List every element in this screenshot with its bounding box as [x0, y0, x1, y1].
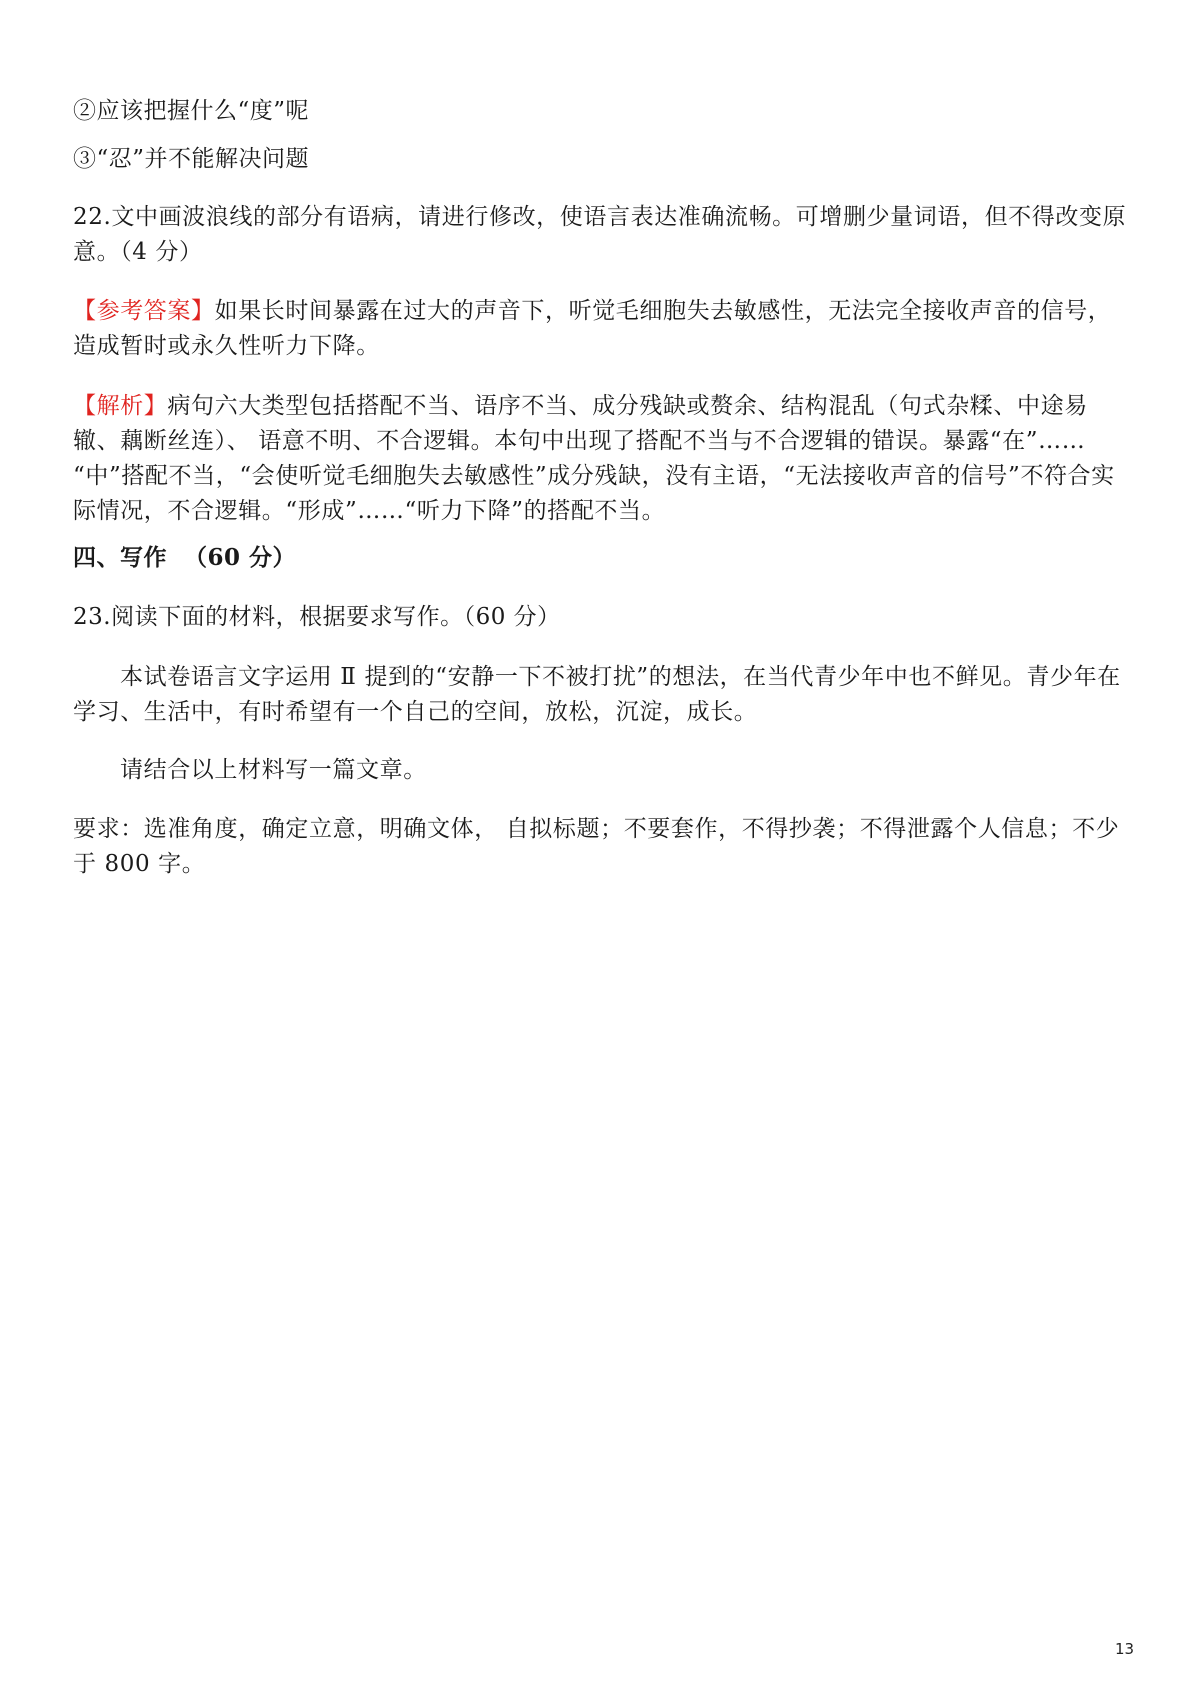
option-line-3: ③“忍”并不能解决问题 — [73, 146, 310, 172]
reference-answer — [73, 294, 1133, 364]
question-23: 23.阅读下面的材料，根据要求写作。（60 分） — [73, 604, 561, 630]
writing-material: 本试卷语言文字运用 Ⅱ 提到的“安静一下不被打扰”的想法，在当代青少年中也不鲜见。青少年在学习、生活中，有时希望有一个自己的空间，放松，沉淀，成长。 — [73, 664, 1121, 725]
analysis — [73, 389, 1133, 529]
question-22: 22.文中画波浪线的部分有语病，请进行修改，使语言表达准确流畅。可增删少量词语，但不得改变原意。（4 分） — [73, 204, 1127, 265]
answer-label: 【参考答案】 — [73, 298, 215, 324]
writing-requirement: 要求：选准角度，确定立意，明确文体， 自拟标题；不要套作，不得抄袭；不得泄露个人信息；不少于 800 字。 — [73, 816, 1120, 877]
page-number: 13 — [1115, 1640, 1135, 1658]
analysis-label: 【解析】 — [73, 393, 168, 419]
analysis-text: 病句六大类型包括搭配不当、语序不当、成分残缺或赘余、结构混乱（句式杂糅、中途易辙、藕断丝连）、 语意不明、不合逻辑。本句中出现了搭配不当与不合逻辑的错误。暴露“在”…… “中”搭配不当，“会使听觉毛细胞失去敏感性”成分残缺，没有主语，“无法接收声音的信号”不符合实际情况，不合逻辑。“形成”……“听力下降”的搭配不当。 — [73, 393, 1115, 524]
writing-prompt: 请结合以上材料写一篇文章。 — [120, 757, 427, 783]
option-line-2: ②应该把握什么“度”呢 — [73, 98, 310, 124]
section-heading: 四、写作 （60 分） — [73, 544, 297, 571]
answer-text: 如果长时间暴露在过大的声音下，听觉毛细胞失去敏感性，无法完全接收声音的信号，造成暂时或永久性听力下降。 — [73, 298, 1112, 359]
